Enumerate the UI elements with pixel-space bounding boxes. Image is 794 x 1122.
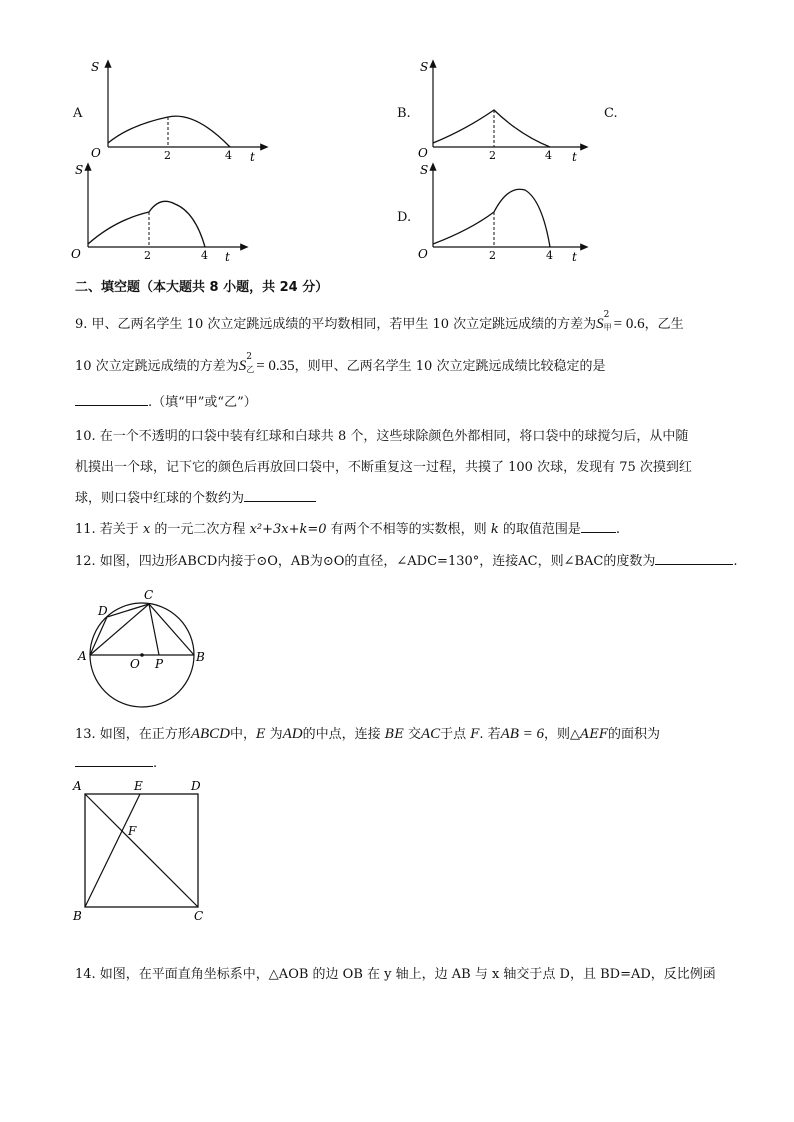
origin-label: O: [91, 146, 101, 160]
q13-be: BE: [384, 727, 404, 742]
q13-answer-blank[interactable]: [75, 754, 153, 767]
q12-line: [75, 550, 738, 569]
q13-t3: 为: [265, 727, 283, 742]
label-d: D: [98, 604, 108, 618]
q12-text: 12. 如图，四边形ABCD内接于⊙O，AB为⊙O的直径，∠ADC=130°，连接AC，则∠BAC的度数为: [75, 554, 656, 569]
q13-abcd: ABCD: [190, 726, 230, 742]
s-jia-sup: 2: [603, 310, 610, 320]
center-dot: [140, 653, 144, 657]
q13-t5: 交: [403, 727, 421, 742]
q13-ad: AD: [282, 726, 303, 742]
q10-line3-text: 球，则口袋中红球的个数约为: [75, 491, 245, 506]
label-a: A: [73, 779, 82, 793]
s-yi-sub: 乙: [246, 365, 255, 374]
q13-ab6: AB = 6: [500, 726, 545, 742]
q13-t1: 13. 如图，在正方形: [75, 727, 191, 742]
q9-answer-blank[interactable]: [75, 393, 148, 406]
curve: [88, 201, 205, 247]
s-yi-sup: 2: [246, 352, 252, 362]
q10-line2: 机摸出一个球，记下它的颜色后再放回口袋中，不断重复这一过程，共摸了 100 次球，发现有 75 次摸到红: [75, 460, 692, 475]
q13-t6: 于点: [440, 727, 471, 742]
q11-var-x: x: [142, 522, 151, 537]
label-b: B: [73, 909, 82, 923]
origin-label: O: [418, 146, 428, 160]
s-jia-sub: 甲: [603, 323, 612, 332]
option-a-label: A: [73, 106, 83, 121]
section-heading: 二、填空题（本大题共 8 小题，共 24 分）: [75, 280, 329, 295]
q9-line2-start: 10 次立定跳远成绩的方差为: [75, 359, 239, 374]
diagonal-ac: [85, 794, 198, 907]
q9-line3: [75, 391, 257, 410]
q13-t9: 的面积为: [607, 727, 660, 742]
option-c-label: C.: [604, 106, 618, 121]
graph-option-b: [410, 55, 600, 165]
s-jia-base: S: [596, 316, 604, 332]
s-yi-base: S: [238, 358, 247, 374]
t-label: t: [572, 150, 577, 164]
s-label: S: [420, 163, 429, 177]
q9-line1: [75, 310, 684, 333]
tick-2: 2: [144, 249, 151, 262]
tick-4: 4: [545, 149, 552, 162]
q12-answer-blank[interactable]: [655, 552, 733, 565]
q12-circle-figure: [75, 585, 210, 710]
q11-end: .: [615, 522, 620, 537]
option-b-label: B.: [397, 106, 411, 121]
q13-line2: [75, 754, 157, 771]
option-d-label: D.: [397, 210, 412, 225]
s-label: S: [420, 60, 429, 74]
s-label: S: [75, 163, 84, 177]
curve: [108, 116, 230, 147]
t-label: t: [250, 150, 255, 164]
q11-text2: 的一元二次方程: [150, 522, 250, 537]
q11-line: [75, 518, 620, 537]
q13-ac: AC: [420, 726, 441, 742]
tick-2: 2: [164, 149, 171, 162]
q13-square-figure: [70, 777, 215, 927]
label-p: P: [155, 657, 164, 671]
q13-triangle: △AEF: [570, 727, 608, 742]
q13-t4: 的中点，连接: [302, 727, 385, 742]
q11-answer-blank[interactable]: [581, 520, 616, 533]
q13-t7: . 若: [479, 727, 501, 742]
label-f: F: [128, 824, 137, 838]
s-label: S: [91, 60, 100, 74]
q10-line3: [75, 487, 316, 506]
q11-var-k: k: [490, 522, 499, 537]
label-c: C: [144, 588, 154, 602]
graph-option-a: [85, 55, 275, 165]
q13-t2: 中，: [229, 727, 256, 742]
tick-2: 2: [489, 249, 496, 262]
tick-4: 4: [201, 249, 208, 262]
q10-line1: 10. 在一个不透明的口袋中装有红球和白球共 8 个，这些球除颜色外都相同，将口袋中的球搅匀后，从中随: [75, 429, 689, 444]
q11-text3: 有两个不相等的实数根，则: [326, 522, 491, 537]
s-yi-val: = 0.35: [256, 358, 295, 374]
q9-line2: [75, 352, 606, 375]
q10-answer-blank[interactable]: [244, 489, 316, 502]
curve: [433, 110, 550, 147]
label-c: C: [194, 909, 204, 923]
origin-label: O: [71, 247, 81, 261]
q13-end: .: [153, 756, 158, 771]
graph-option-c: [65, 160, 255, 270]
tick-4: 4: [546, 249, 553, 262]
q11-text1: 11. 若关于: [75, 522, 143, 537]
q14-line: 14. 如图，在平面直角坐标系中，△AOB 的边 OB 在 y 轴上，边 AB 与 x 轴交于点 D，且 BD=AD，反比例函: [75, 967, 716, 982]
q11-equation: x²+3x+k=0: [249, 522, 327, 537]
q9-part1: 9. 甲、乙两名学生 10 次立定跳远成绩的平均数相同，若甲生 10 次立定跳远成绩的方差为: [75, 317, 597, 332]
q13-t8: ，则: [544, 727, 571, 742]
q13-f: F: [470, 727, 480, 742]
label-a: A: [78, 649, 87, 663]
segment-cp: [149, 604, 159, 655]
q12-end: .: [733, 554, 738, 569]
label-b: B: [196, 650, 205, 664]
t-label: t: [225, 250, 230, 264]
q9-part2: ，乙生: [644, 317, 684, 332]
graph-option-d: [410, 160, 600, 270]
label-e: E: [134, 779, 143, 793]
q13-e: E: [256, 727, 266, 742]
q13-line: [75, 723, 660, 743]
tick-4: 4: [225, 149, 232, 162]
q9-line3-text: .（填“甲”或“乙”）: [148, 395, 257, 410]
curve: [433, 189, 550, 247]
tick-2: 2: [489, 149, 496, 162]
label-o: O: [130, 657, 140, 671]
segment-be: [85, 794, 140, 907]
origin-label: O: [418, 247, 428, 261]
t-label: t: [572, 250, 577, 264]
q11-text4: 的取值范围是: [498, 522, 581, 537]
q9-line2-end: ，则甲、乙两名学生 10 次立定跳远成绩比较稳定的是: [294, 359, 606, 374]
label-d: D: [191, 779, 201, 793]
s-jia-val: = 0.6: [613, 316, 645, 332]
